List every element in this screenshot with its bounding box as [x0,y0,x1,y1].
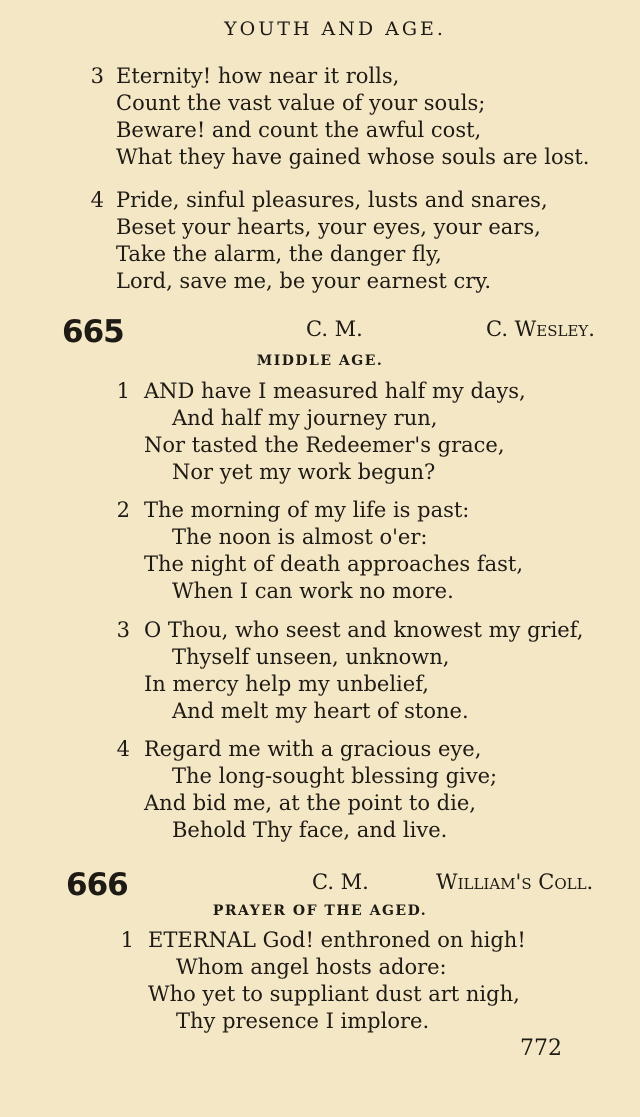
verse-line: Thy presence I implore. [176,1009,430,1033]
verse-line: And melt my heart of stone. [172,699,469,723]
hymn-header [0,865,640,905]
verse-line: Nor yet my work begun? [172,460,436,484]
verse-line: Beware! and count the awful cost, [116,118,482,142]
verse-line: Behold Thy face, and live. [172,818,448,842]
verse-line: When I can work no more. [172,579,454,603]
author: William's Coll. [436,870,594,894]
verse-line: Nor tasted the Redeemer's grace, [144,433,505,457]
verse-line: What they have gained whose souls are lost. [116,145,590,169]
hymn-subtitle: MIDDLE AGE. [256,353,384,369]
stanza [0,927,640,1035]
verse-line: Take the alarm, the danger fly, [116,242,442,266]
author: C. Wesley. [486,317,595,341]
meter: C. M. [312,870,369,894]
verse-line: The night of death approaches fast, [144,552,524,576]
stanza [0,497,640,605]
stanza-number: 3 [116,618,130,642]
verse-line: 3 O Thou, who seest and knowest my grief, [0,617,640,644]
running-head: YOUTH AND AGE. [224,18,446,40]
verse-line: Count the vast value of your souls; [116,91,486,115]
verse-line: 4 Pride, sinful pleasures, lusts and snares, [0,187,640,214]
stanza-number: 2 [116,498,130,522]
stanza [0,63,640,171]
stanza [0,187,640,295]
stanza-number: 1 [120,928,134,952]
verse-line: 1 AND have I measured half my days, [0,378,640,405]
hymn-header [0,312,640,352]
verse-line: 1 ETERNAL God! enthroned on high! [0,927,640,954]
stanza [0,617,640,725]
verse-line: 4 Regard me with a gracious eye, [0,736,640,763]
verse-line: Beset your hearts, your eyes, your ears, [116,215,541,239]
verse-line: The long-sought blessing give; [172,764,498,788]
stanza-number: 4 [116,737,130,761]
hymn-number: 665 [62,314,124,350]
stanza-number: 3 [90,64,104,88]
stanza [0,736,640,844]
verse-line: Who yet to suppliant dust art nigh, [148,982,520,1006]
hymn-number: 666 [66,867,128,903]
verse-line: The noon is almost o'er: [172,525,428,549]
verse-line: Thyself unseen, unknown, [172,645,450,669]
verse-line: Lord, save me, be your earnest cry. [116,269,492,293]
stanza-number: 4 [90,188,104,212]
stanza-number: 1 [116,379,130,403]
verse-line: Whom angel hosts adore: [176,955,447,979]
verse-line: And bid me, at the point to die, [144,791,476,815]
page-number: 772 [520,1036,562,1061]
verse-line: 2 The morning of my life is past: [0,497,640,524]
verse-line: In mercy help my unbelief, [144,672,429,696]
stanza [0,378,640,486]
verse-line: 3 Eternity! how near it rolls, [0,63,640,90]
meter: C. M. [306,317,363,341]
verse-line: And half my journey run, [172,406,438,430]
hymn-subtitle: PRAYER OF THE AGED. [212,903,428,919]
